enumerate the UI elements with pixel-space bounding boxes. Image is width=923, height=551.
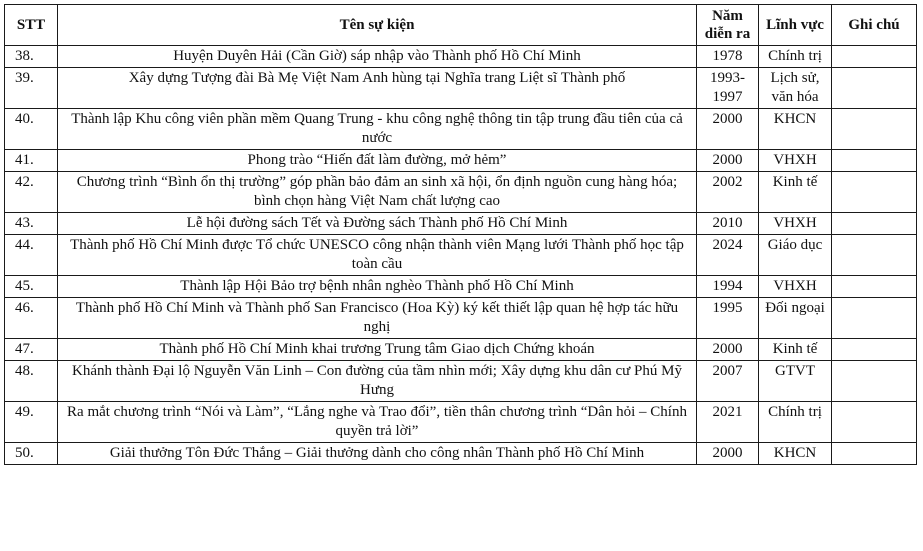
row-stt: 38.	[5, 46, 58, 68]
row-year: 2024	[697, 235, 759, 276]
row-field: VHXH	[759, 276, 832, 298]
row-field: Lịch sử, văn hóa	[759, 68, 832, 109]
row-stt: 50.	[5, 443, 58, 465]
row-year: 2000	[697, 150, 759, 172]
row-field: Chính trị	[759, 402, 832, 443]
table-row	[5, 298, 917, 339]
header-stt: STT	[5, 5, 58, 46]
row-field: Đối ngoại	[759, 298, 832, 339]
table-header-row	[5, 5, 917, 46]
row-note	[832, 443, 917, 465]
row-note	[832, 276, 917, 298]
row-field: VHXH	[759, 213, 832, 235]
events-table	[4, 4, 917, 465]
row-year: 1994	[697, 276, 759, 298]
header-year: Năm diễn ra	[697, 5, 759, 46]
row-field: GTVT	[759, 361, 832, 402]
row-field: KHCN	[759, 443, 832, 465]
table-row	[5, 402, 917, 443]
row-field: VHXH	[759, 150, 832, 172]
table-row	[5, 339, 917, 361]
table-row	[5, 276, 917, 298]
row-event: Thành lập Khu công viên phần mềm Quang Trung - khu công nghệ thông tin tập trung đầu tiên của cả nước	[58, 109, 697, 150]
row-event: Lễ hội đường sách Tết và Đường sách Thành phố Hồ Chí Minh	[58, 213, 697, 235]
row-event: Huyện Duyên Hải (Cần Giờ) sáp nhập vào Thành phố Hồ Chí Minh	[58, 46, 697, 68]
row-note	[832, 339, 917, 361]
row-field: Chính trị	[759, 46, 832, 68]
row-event: Thành phố Hồ Chí Minh được Tổ chức UNESCO công nhận thành viên Mạng lưới Thành phố học tập toàn cầu	[58, 235, 697, 276]
row-year: 2002	[697, 172, 759, 213]
events-table-container	[4, 4, 917, 465]
row-field: Giáo dục	[759, 235, 832, 276]
row-year: 1995	[697, 298, 759, 339]
row-stt: 45.	[5, 276, 58, 298]
row-year: 1993-1997	[697, 68, 759, 109]
row-stt: 40.	[5, 109, 58, 150]
table-row	[5, 361, 917, 402]
row-note	[832, 213, 917, 235]
row-year: 2000	[697, 109, 759, 150]
row-event: Xây dựng Tượng đài Bà Mẹ Việt Nam Anh hùng tại Nghĩa trang Liệt sĩ Thành phố	[58, 68, 697, 109]
row-year: 2021	[697, 402, 759, 443]
table-row	[5, 172, 917, 213]
row-note	[832, 298, 917, 339]
row-event: Giải thưởng Tôn Đức Thắng – Giải thưởng dành cho công nhân Thành phố Hồ Chí Minh	[58, 443, 697, 465]
table-row	[5, 213, 917, 235]
table-row	[5, 150, 917, 172]
table-row	[5, 443, 917, 465]
table-row	[5, 46, 917, 68]
row-year: 2007	[697, 361, 759, 402]
row-event: Thành phố Hồ Chí Minh khai trương Trung tâm Giao dịch Chứng khoán	[58, 339, 697, 361]
table-row	[5, 109, 917, 150]
row-stt: 43.	[5, 213, 58, 235]
row-note	[832, 68, 917, 109]
row-note	[832, 235, 917, 276]
row-event: Khánh thành Đại lộ Nguyễn Văn Linh – Con đường của tầm nhìn mới; Xây dựng khu dân cư Phú Mỹ Hưng	[58, 361, 697, 402]
row-stt: 48.	[5, 361, 58, 402]
row-field: Kinh tế	[759, 339, 832, 361]
row-event: Thành phố Hồ Chí Minh và Thành phố San Francisco (Hoa Kỳ) ký kết thiết lập quan hệ hợp tác hữu nghị	[58, 298, 697, 339]
row-event: Ra mắt chương trình “Nói và Làm”, “Lắng nghe và Trao đổi”, tiền thân chương trình “Dân hỏi – Chính quyền trả lời”	[58, 402, 697, 443]
row-field: Kinh tế	[759, 172, 832, 213]
row-note	[832, 150, 917, 172]
row-event: Chương trình “Bình ổn thị trường” góp phần bảo đảm an sinh xã hội, ổn định nguồn cung hàng hóa; bình chọn hàng Việt Nam chất lượng cao	[58, 172, 697, 213]
row-stt: 46.	[5, 298, 58, 339]
row-stt: 41.	[5, 150, 58, 172]
row-note	[832, 46, 917, 68]
row-note	[832, 109, 917, 150]
row-year: 2000	[697, 339, 759, 361]
header-note: Ghi chú	[832, 5, 917, 46]
row-stt: 47.	[5, 339, 58, 361]
row-note	[832, 361, 917, 402]
row-event: Thành lập Hội Bảo trợ bệnh nhân nghèo Thành phố Hồ Chí Minh	[58, 276, 697, 298]
header-field: Lĩnh vực	[759, 5, 832, 46]
row-stt: 49.	[5, 402, 58, 443]
row-stt: 44.	[5, 235, 58, 276]
row-field: KHCN	[759, 109, 832, 150]
row-note	[832, 172, 917, 213]
row-event: Phong trào “Hiến đất làm đường, mở hẻm”	[58, 150, 697, 172]
row-note	[832, 402, 917, 443]
row-year: 2000	[697, 443, 759, 465]
row-year: 1978	[697, 46, 759, 68]
table-row	[5, 68, 917, 109]
header-event: Tên sự kiện	[58, 5, 697, 46]
table-row	[5, 235, 917, 276]
row-year: 2010	[697, 213, 759, 235]
row-stt: 39.	[5, 68, 58, 109]
row-stt: 42.	[5, 172, 58, 213]
